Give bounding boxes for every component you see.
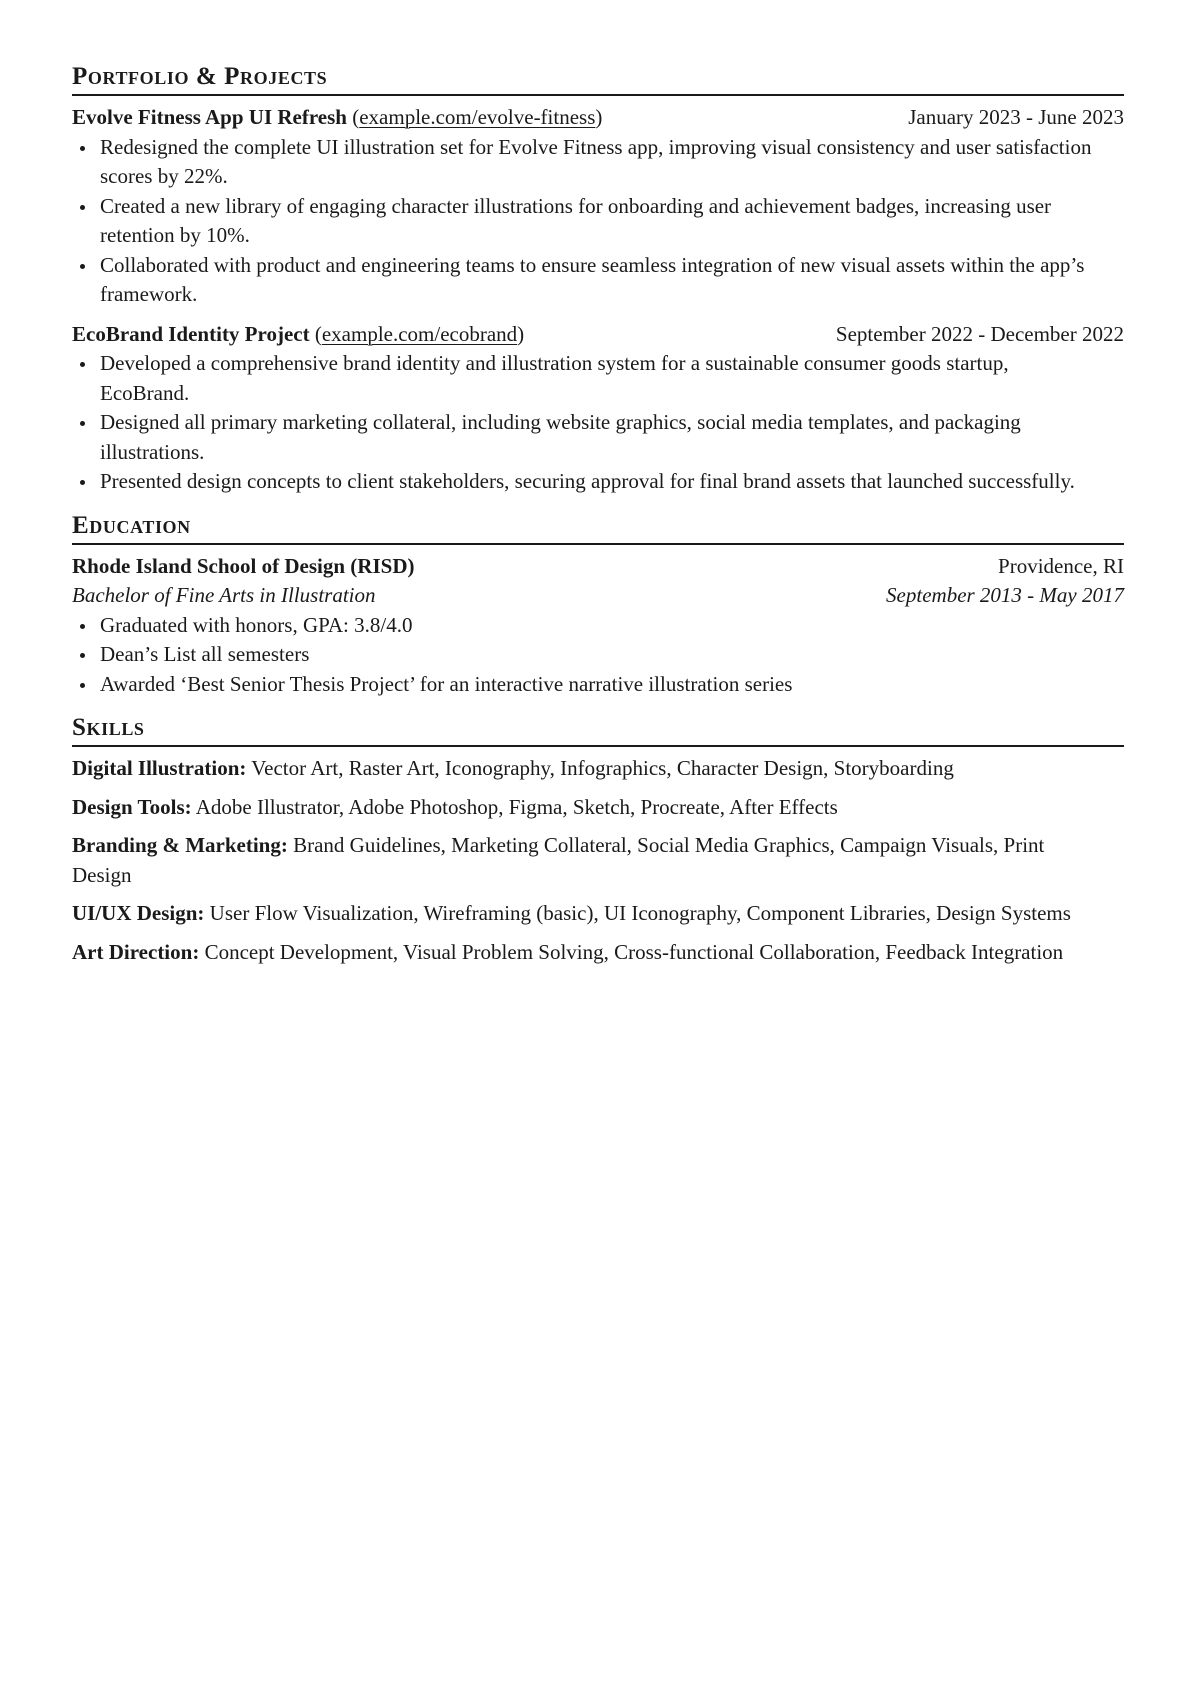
skills-section-title: Skills <box>72 713 1124 747</box>
project-title-line: EcoBrand Identity Project (example.com/ecobrand) <box>72 321 525 346</box>
bullet-item: Dean’s List all semesters <box>72 640 1124 670</box>
portfolio-section-title: Portfolio & Projects <box>72 62 1124 96</box>
skill-category: Art Direction: <box>72 939 200 964</box>
skill-row <box>72 938 1124 968</box>
skill-category: Digital Illustration: <box>72 756 247 780</box>
skill-category: Branding & Marketing: <box>72 833 288 857</box>
school-location: Providence, RI <box>998 553 1124 578</box>
education-section-title: Education <box>72 511 1124 545</box>
bullet-item: Designed all primary marketing collateral, including website graphics, social media templates, and packaging illustrations. <box>72 408 1124 467</box>
resume-page <box>72 62 1124 981</box>
project-header <box>72 103 1124 133</box>
school-name: Rhode Island School of Design (RISD) <box>72 553 415 578</box>
education-entry <box>72 552 1124 700</box>
project-name: Evolve Fitness App UI Refresh <box>72 105 347 129</box>
project-title-line: Evolve Fitness App UI Refresh (example.com/evolve-fitness) <box>72 105 603 129</box>
skill-row <box>72 754 1124 784</box>
education-header <box>72 552 1124 582</box>
project-dates: September 2022 - December 2022 <box>835 321 1124 346</box>
skill-list: User Flow Visualization, Wireframing (basic), UI Iconography, Component Libraries, Design Systems <box>209 901 1071 925</box>
skill-list: Concept Development, Visual Problem Solving, Cross-functional Collaboration, Feedback Integration <box>204 939 1064 964</box>
skill-list: Adobe Illustrator, Adobe Photoshop, Figma, Sketch, Procreate, After Effects <box>195 794 838 819</box>
bullet-item: Awarded ‘Best Senior Thesis Project’ for an interactive narrative illustration series <box>72 670 1124 700</box>
skill-row <box>72 831 1124 890</box>
skill-row <box>72 793 1124 823</box>
bullet-item: Presented design concepts to client stakeholders, securing approval for final brand assets that launched successfully. <box>72 467 1124 497</box>
portfolio-section <box>72 62 1124 497</box>
bullet-item: Developed a comprehensive brand identity and illustration system for a sustainable consumer goods startup, EcoBrand. <box>72 349 1124 408</box>
education-dates: September 2013 - May 2017 <box>886 583 1124 607</box>
project-header <box>72 320 1124 350</box>
degree-line <box>72 581 1124 611</box>
skill-row <box>72 899 1124 929</box>
project-bullets <box>72 349 1124 497</box>
bullet-item: Created a new library of engaging character illustrations for onboarding and achievement badges, increasing user retention by 10%. <box>72 192 1124 251</box>
skill-list: Vector Art, Raster Art, Iconography, Infographics, Character Design, Storyboarding <box>251 756 954 780</box>
bullet-item: Collaborated with product and engineering teams to ensure seamless integration of new visual assets within the app’s framework. <box>72 251 1124 310</box>
project-name: EcoBrand Identity Project <box>72 321 310 346</box>
skill-category: UI/UX Design: <box>72 901 205 925</box>
project-entry <box>72 103 1124 310</box>
project-link[interactable]: example.com/ecobrand <box>321 321 518 346</box>
bullet-item: Redesigned the complete UI illustration set for Evolve Fitness app, improving visual consistency and user satisfaction scores by 22%. <box>72 133 1124 192</box>
project-dates: January 2023 - June 2023 <box>908 105 1124 129</box>
education-section <box>72 511 1124 700</box>
skill-category: Design Tools: <box>72 794 192 819</box>
skills-section <box>72 713 1124 967</box>
education-bullets <box>72 611 1124 700</box>
project-entry <box>72 320 1124 497</box>
project-link[interactable]: example.com/evolve-fitness <box>359 105 596 129</box>
degree-name: Bachelor of Fine Arts in Illustration <box>72 583 376 607</box>
project-bullets <box>72 133 1124 310</box>
skill-list: Brand Guidelines, Marketing Collateral, Social Media Graphics, Campaign Visuals, Print Design <box>72 833 1045 887</box>
bullet-item: Graduated with honors, GPA: 3.8/4.0 <box>72 611 1124 641</box>
